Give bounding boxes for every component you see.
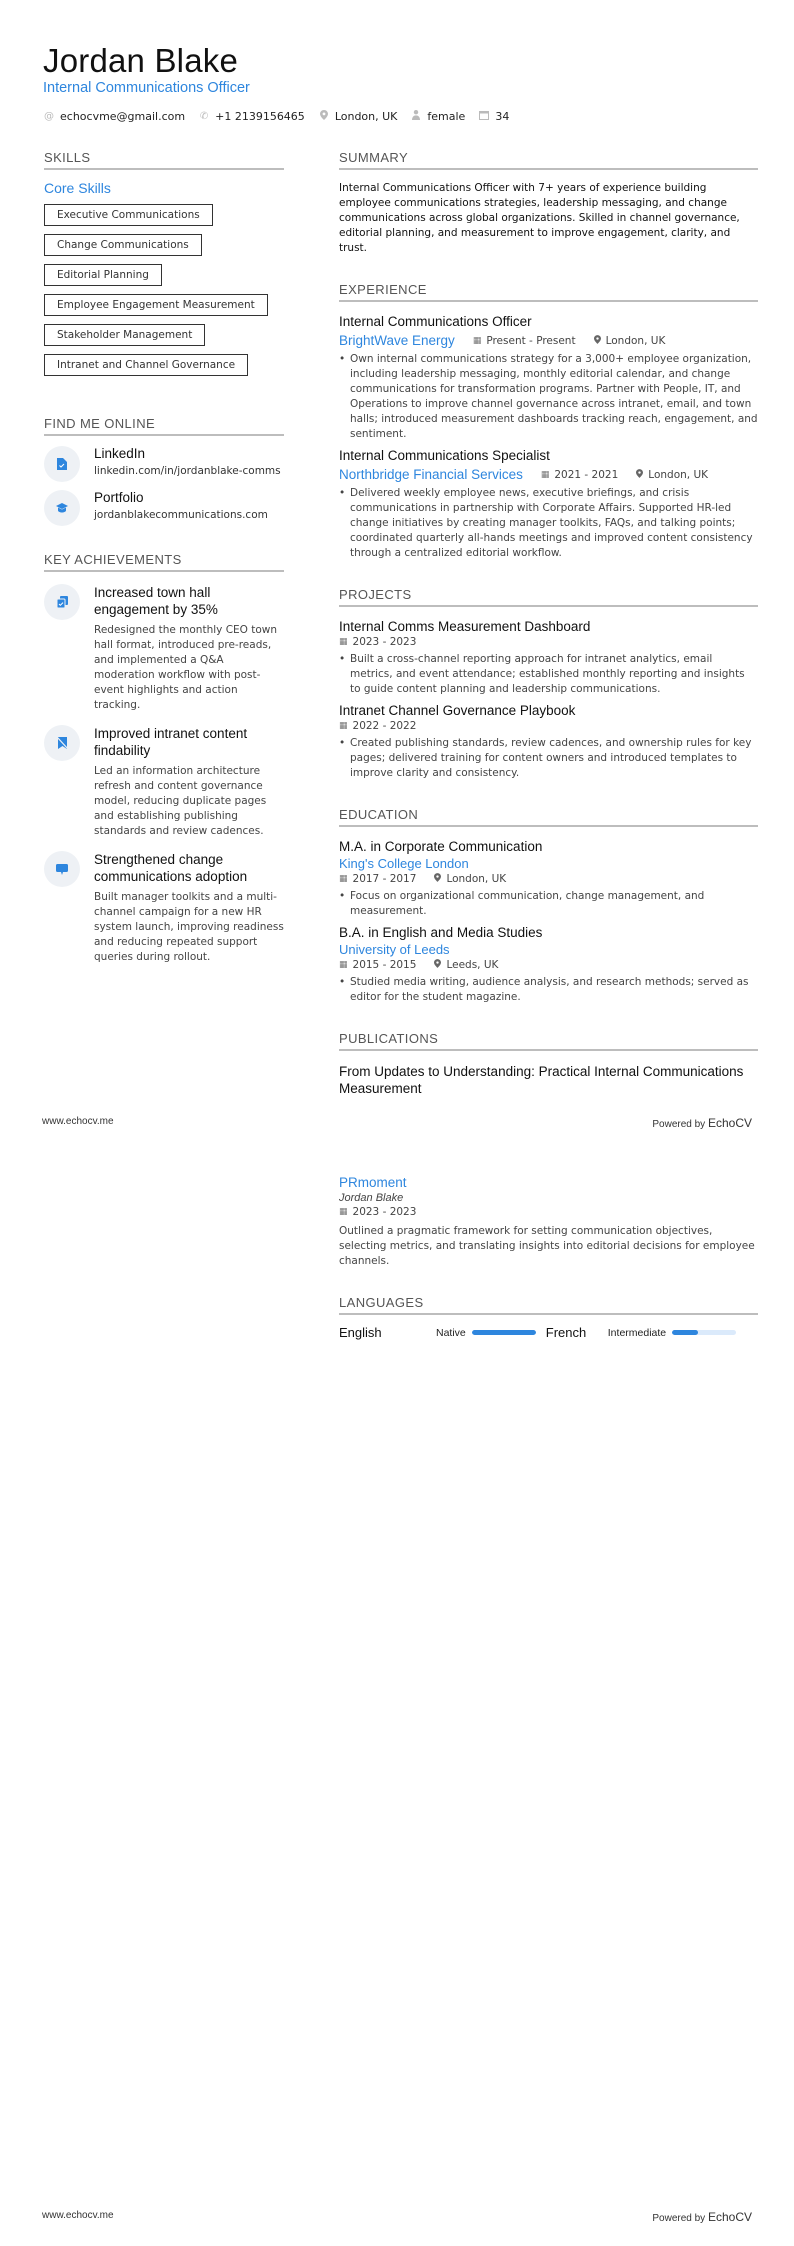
school-name: King's College London xyxy=(339,856,469,871)
online-url[interactable]: jordanblakecommunications.com xyxy=(94,509,268,521)
online-heading: FIND ME ONLINE xyxy=(44,416,284,436)
location-icon xyxy=(594,335,601,347)
dates-text: 2023 - 2023 xyxy=(352,636,417,648)
education-heading: EDUCATION xyxy=(339,807,758,827)
calendar-icon: ▦ xyxy=(339,637,348,647)
bullet-text: Own internal communications strategy for a 3,000+ employee organization, including leadership messaging, monthly editorial calendar, and change communications for transformation programs. Partner with People, IT, and Operations to improve channel governance across intranet, email, and town halls; introduced measurement dashboards tracking reach, engagement, and sentiment. xyxy=(350,353,758,440)
job-dates xyxy=(473,335,576,347)
job-title: Internal Communications Officer xyxy=(339,314,532,329)
dates-text: 2022 - 2022 xyxy=(352,720,417,732)
powered-by-text: Powered by xyxy=(652,1119,706,1130)
experience-entry xyxy=(339,314,758,442)
candidate-role: Internal Communications Officer xyxy=(43,80,250,96)
calendar-icon xyxy=(479,110,489,123)
bullet-dot: • xyxy=(339,353,346,365)
publication-desc: Outlined a pragmatic framework for setting communication objectives, selecting metrics, and translating insights into editorial decisions for employee channels. xyxy=(339,1225,755,1267)
skill-tag: Stakeholder Management xyxy=(44,324,205,346)
achievement-title: Strengthened change communications adoption xyxy=(94,852,248,884)
skill-tag: Employee Engagement Measurement xyxy=(44,294,268,316)
language-level: Native xyxy=(436,1326,466,1339)
education-dates xyxy=(339,959,416,971)
education-location xyxy=(434,959,498,971)
candidate-name: Jordan Blake xyxy=(43,42,239,79)
bullet-text: Delivered weekly employee news, executive briefings, and crisis communications in partnership with Corporate Affairs. Supported HR-led change initiatives by creating manager toolkits, FAQs, and talking points; coordinated quarterly all-hands meetings and improved content consistency through a centralized editorial workflow. xyxy=(350,487,753,559)
project-entry xyxy=(339,703,758,781)
achievement-item xyxy=(44,584,284,713)
bullet-dot: • xyxy=(339,653,346,665)
skill-tag: Intranet and Channel Governance xyxy=(44,354,248,376)
language-name: English xyxy=(339,1325,382,1340)
contact-gender-value: female xyxy=(427,110,466,123)
contact-location-value: London, UK xyxy=(334,110,398,123)
education-meta xyxy=(339,959,758,971)
dates-text: 2023 - 2023 xyxy=(352,1206,417,1218)
project-title: Intranet Channel Governance Playbook xyxy=(339,703,576,718)
footer-brand[interactable]: EchoCV xyxy=(707,2210,752,2224)
publication-meta xyxy=(339,1206,758,1218)
experience-entry xyxy=(339,448,758,561)
project-bullet xyxy=(339,736,758,781)
calendar-icon: ▦ xyxy=(339,1207,348,1217)
company-name: Northbridge Financial Services xyxy=(339,467,523,482)
achievements-section xyxy=(44,552,284,965)
bullet-text: Built a cross-channel reporting approach for intranet analytics, email metrics, and event attendance; established monthly reporting and insights to guide content planning and leadership communications. xyxy=(350,653,745,695)
publication-author: Jordan Blake xyxy=(339,1192,404,1204)
job-location xyxy=(636,469,708,481)
dates-text: 2017 - 2017 xyxy=(352,873,417,885)
achievement-desc: Led an information architecture refresh and content governance model, reducing duplicate pages and establishing publishing standards and review cadences. xyxy=(94,765,267,837)
language-proficiency-bar xyxy=(472,1330,536,1335)
project-meta xyxy=(339,720,758,732)
project-title: Internal Comms Measurement Dashboard xyxy=(339,619,591,634)
online-label: Portfolio xyxy=(94,490,144,505)
education-bullet xyxy=(339,975,758,1005)
graduation-cap-icon xyxy=(44,490,80,526)
language-name: French xyxy=(545,1325,587,1340)
online-section xyxy=(44,416,284,526)
publications-section xyxy=(339,1031,758,1097)
page-footer xyxy=(0,2210,794,2224)
summary-heading: SUMMARY xyxy=(339,150,758,170)
right-column-continued xyxy=(339,1175,758,1340)
language-proficiency-fill xyxy=(472,1330,536,1335)
footer-site-link[interactable]: www.echocv.me xyxy=(42,2210,114,2221)
contact-age-value: 34 xyxy=(495,110,510,123)
experience-heading: EXPERIENCE xyxy=(339,282,758,302)
project-dates xyxy=(339,636,416,648)
resume-page-2 xyxy=(0,1150,794,2246)
education-location xyxy=(434,873,506,885)
skill-tag: Executive Communications xyxy=(44,204,213,226)
achievement-title: Improved intranet content findability xyxy=(94,726,248,758)
online-item-portfolio[interactable] xyxy=(44,490,284,526)
contact-location xyxy=(319,110,398,123)
publication-title: From Updates to Understanding: Practical Internal Communications Measurement xyxy=(339,1064,744,1096)
bullet-text: Focus on organizational communication, change management, and measurement. xyxy=(350,890,705,917)
job-bullet xyxy=(339,352,758,442)
projects-heading: PROJECTS xyxy=(339,587,758,607)
bullet-dot: • xyxy=(339,890,346,902)
achievement-title: Increased town hall engagement by 35% xyxy=(94,585,218,617)
education-entry xyxy=(339,839,758,919)
language-level: Intermediate xyxy=(607,1326,667,1339)
projects-section xyxy=(339,587,758,781)
location-text: London, UK xyxy=(446,873,507,885)
publication-publisher: PRmoment xyxy=(339,1175,407,1190)
copy-check-icon xyxy=(44,584,80,620)
job-dates xyxy=(541,469,618,481)
online-item-linkedin[interactable] xyxy=(44,446,284,482)
contact-age xyxy=(479,110,509,123)
dates-text: 2021 - 2021 xyxy=(554,468,619,481)
job-meta xyxy=(339,333,758,348)
language-proficiency-bar xyxy=(672,1330,736,1335)
job-bullet xyxy=(339,486,758,561)
skill-tag: Editorial Planning xyxy=(44,264,162,286)
online-label: LinkedIn xyxy=(94,446,146,461)
company-name: BrightWave Energy xyxy=(339,333,455,348)
bullet-dot: • xyxy=(339,487,346,499)
contact-phone-value: +1 2139156465 xyxy=(215,110,305,123)
bullet-text: Studied media writing, audience analysis, and research methods; served as editor for the student magazine. xyxy=(350,976,749,1003)
phone-icon: ✆ xyxy=(199,111,209,122)
school-name: University of Leeds xyxy=(339,942,450,957)
location-text: Leeds, UK xyxy=(446,959,499,971)
publications-heading: PUBLICATIONS xyxy=(339,1031,758,1051)
degree-title: M.A. in Corporate Communication xyxy=(339,839,543,854)
dates-text: 2015 - 2015 xyxy=(352,959,417,971)
person-icon xyxy=(411,110,421,123)
bullet-dot: • xyxy=(339,737,346,749)
job-meta xyxy=(339,467,758,482)
contact-phone[interactable] xyxy=(199,110,305,123)
online-url[interactable]: linkedin.com/in/jordanblake-comms xyxy=(94,465,281,477)
project-dates xyxy=(339,720,416,732)
document-check-icon xyxy=(44,446,80,482)
footer-brand[interactable]: EchoCV xyxy=(707,1116,752,1130)
achievement-desc: Redesigned the monthly CEO town hall format, introduced pre-reads, and implemented a Q&A moderation workflow with post-event highlights and action tracking. xyxy=(94,624,278,711)
contact-bar xyxy=(44,110,523,123)
summary-text: Internal Communications Officer with 7+ years of experience building employee communications strategies, leadership messaging, and change communications across global organizations. Skilled in channel governance, editorial planning, and measurement to improve engagement, clarity, and trust. xyxy=(339,182,740,254)
summary-section xyxy=(339,150,758,256)
education-dates xyxy=(339,873,416,885)
location-text: London, UK xyxy=(648,468,709,481)
dates-text: Present - Present xyxy=(486,334,576,347)
calendar-icon: ▦ xyxy=(339,721,348,731)
bullet-dot: • xyxy=(339,976,346,988)
location-text: London, UK xyxy=(605,334,666,347)
bullet-text: Created publishing standards, review cadences, and ownership rules for key pages; delivered training for content owners and introduced templates to improve clarity and consistency. xyxy=(350,737,752,779)
publication-dates xyxy=(339,1206,416,1218)
footer-powered-by xyxy=(652,2210,752,2224)
achievement-desc: Built manager toolkits and a multi-channel campaign for a new HR system launch, improving readiness and reducing repeated support queries during rollout. xyxy=(94,891,284,963)
contact-email[interactable] xyxy=(44,110,185,123)
bookmark-slash-icon xyxy=(44,725,80,761)
location-icon xyxy=(319,110,329,123)
powered-by-text: Powered by xyxy=(652,2213,706,2224)
footer-site-link[interactable]: www.echocv.me xyxy=(42,1116,114,1127)
achievement-item xyxy=(44,725,284,839)
education-bullet xyxy=(339,889,758,919)
languages-row xyxy=(339,1325,758,1340)
project-bullet xyxy=(339,652,758,697)
education-section xyxy=(339,807,758,1005)
education-meta xyxy=(339,873,758,885)
education-entry xyxy=(339,925,758,1005)
contact-email-value: echocvme@gmail.com xyxy=(60,110,186,123)
location-icon xyxy=(636,469,643,481)
location-icon xyxy=(434,959,441,971)
skills-heading: SKILLS xyxy=(44,150,284,170)
language-proficiency-fill xyxy=(672,1330,698,1335)
project-entry xyxy=(339,619,758,697)
achievement-item xyxy=(44,851,284,965)
languages-heading: LANGUAGES xyxy=(339,1295,758,1315)
calendar-icon: ▦ xyxy=(339,874,348,884)
left-column xyxy=(44,150,284,965)
calendar-icon: ▦ xyxy=(540,469,550,480)
job-title: Internal Communications Specialist xyxy=(339,448,550,463)
location-icon xyxy=(434,873,441,885)
right-column xyxy=(339,150,758,1097)
publication-entry xyxy=(339,1175,758,1269)
degree-title: B.A. in English and Media Studies xyxy=(339,925,543,940)
chat-bubble-icon xyxy=(44,851,80,887)
contact-gender xyxy=(411,110,465,123)
languages-section xyxy=(339,1295,758,1340)
job-location xyxy=(594,335,666,347)
achievements-heading: KEY ACHIEVEMENTS xyxy=(44,552,284,572)
page-footer xyxy=(0,1116,794,1130)
experience-section xyxy=(339,282,758,561)
skills-group-title: Core Skills xyxy=(44,180,111,196)
calendar-icon: ▦ xyxy=(472,335,482,346)
skills-section xyxy=(44,150,284,376)
calendar-icon: ▦ xyxy=(339,960,348,970)
footer-powered-by xyxy=(652,1116,752,1130)
skills-list xyxy=(44,196,284,376)
project-meta xyxy=(339,636,758,648)
at-icon: @ xyxy=(44,111,54,122)
skill-tag: Change Communications xyxy=(44,234,202,256)
